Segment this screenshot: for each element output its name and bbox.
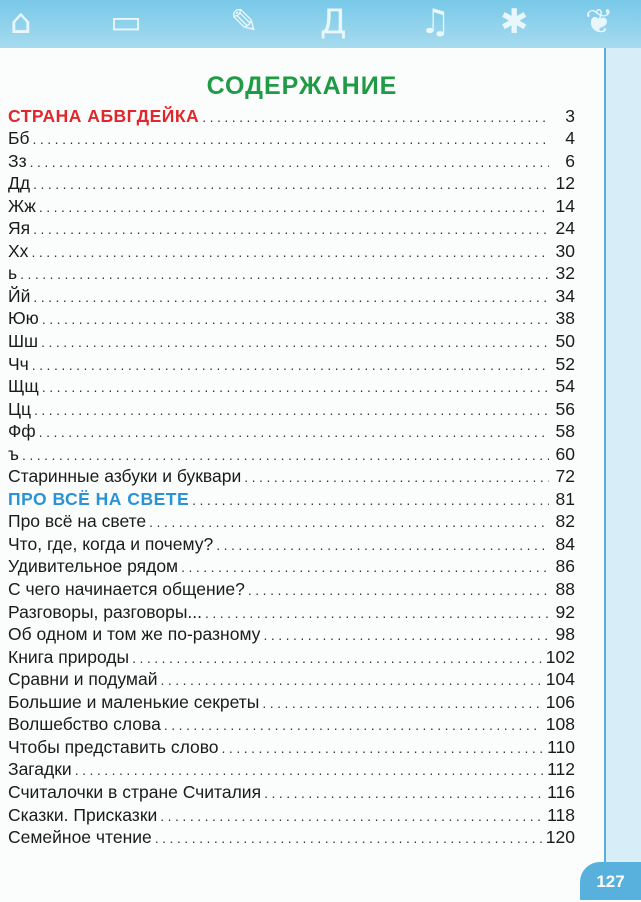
toc-dot-leader [244, 467, 549, 487]
toc-dot-leader [33, 174, 549, 194]
toc-dot-leader [32, 355, 549, 375]
toc-dot-leader [132, 648, 542, 668]
toc-page-number: 72 [555, 466, 575, 487]
toc-entry [8, 217, 575, 240]
toc-entry [8, 577, 575, 600]
toc-entry [8, 420, 575, 443]
toc-page-number: 86 [555, 556, 575, 577]
toc-page-number: 34 [555, 285, 575, 306]
toc-section [8, 487, 575, 510]
toc-entry-label: Загадки [8, 759, 72, 780]
toc-dot-leader [39, 197, 549, 217]
toc-page-number: 38 [555, 308, 575, 329]
page-frame [604, 48, 641, 900]
toc-dot-leader [160, 670, 541, 690]
toc-dot-leader [33, 287, 549, 307]
toc-entry-label: Бб [8, 128, 30, 149]
toc-dot-leader [39, 422, 549, 442]
toc-page-number: 108 [545, 714, 575, 735]
page-number: 127 [580, 862, 641, 900]
toc-page-number: 82 [555, 511, 575, 532]
toc-entry [8, 758, 575, 781]
toc-page-number: 52 [555, 353, 575, 374]
toc-entry-label: Старинные азбуки и буквари [8, 466, 242, 487]
toc-page-number: 4 [565, 128, 575, 149]
toc-page-number: 6 [565, 150, 575, 171]
toc-dot-leader [248, 580, 549, 600]
toc-entry [8, 623, 575, 646]
toc-entry-label: Сказки. Присказки [8, 804, 158, 825]
toc-entry-label: Юю [8, 308, 39, 329]
toc-entry [8, 510, 575, 533]
toc-entry-label: Йй [8, 285, 31, 306]
toc-dot-leader [164, 715, 542, 735]
toc-entry [8, 645, 575, 668]
toc-dot-leader [263, 625, 549, 645]
toc-entry-label: Считалочки в стране Считалия [8, 781, 262, 802]
toc-page-number: 30 [555, 240, 575, 261]
toc-page-number: 102 [545, 646, 575, 667]
toc-page-number: 58 [555, 421, 575, 442]
toc-entry-label: С чего начинается общение? [8, 579, 245, 600]
toc-section [8, 104, 575, 127]
toc-entry [8, 532, 575, 555]
table-of-contents [8, 104, 575, 848]
toc-entry [8, 442, 575, 465]
toc-entry-label: Цц [8, 398, 31, 419]
toc-entry [8, 780, 575, 803]
toc-entry-label: Чч [8, 353, 29, 374]
toc-page-number: 88 [555, 579, 575, 600]
pencil-icon: ✎ [230, 2, 259, 42]
toc-page-number: 110 [547, 736, 575, 757]
toc-page-number: 92 [555, 601, 575, 622]
toc-entry-label: Семейное чтение [8, 827, 152, 848]
toc-entry [8, 465, 575, 488]
toc-dot-leader [41, 332, 549, 352]
toc-entry [8, 194, 575, 217]
toc-dot-leader [222, 738, 544, 758]
toc-entry [8, 713, 575, 736]
toc-page-number: 116 [547, 781, 575, 802]
toc-dot-leader [181, 557, 549, 577]
toc-dot-leader [216, 535, 549, 555]
toc-entry [8, 803, 575, 826]
toc-entry-label: Об одном и том же по-разному [8, 624, 261, 645]
toc-dot-leader [34, 400, 549, 420]
toc-page-number: 54 [555, 376, 575, 397]
toc-entry-label: Фф [8, 421, 36, 442]
toc-page-number: 98 [555, 624, 575, 645]
toc-dot-leader [31, 242, 549, 262]
toc-entry [8, 690, 575, 713]
toc-entry-label: Разговоры, разговоры... [8, 601, 203, 622]
toc-dot-leader [149, 512, 549, 532]
toc-entry [8, 352, 575, 375]
toc-entry [8, 826, 575, 849]
toc-page-number: 84 [555, 533, 575, 554]
toc-entry-label: ь [8, 263, 18, 284]
toc-entry-label: Что, где, когда и почему? [8, 533, 214, 554]
toc-entry [8, 239, 575, 262]
toc-entry-label: Яя [8, 218, 31, 239]
toc-page-number: 112 [547, 759, 575, 780]
toc-dot-leader [155, 828, 542, 848]
toc-page-number: 32 [555, 263, 575, 284]
toc-entry-label: Книга природы [8, 646, 130, 667]
toc-page-number: 50 [555, 331, 575, 352]
toc-entry [8, 735, 575, 758]
toc-entry-label: Большие и маленькие секреты [8, 691, 260, 712]
school-icon: ⌂ [10, 2, 32, 42]
toc-page-number: 12 [555, 173, 575, 194]
toc-dot-leader [262, 693, 541, 713]
toc-entry [8, 172, 575, 195]
toc-entry [8, 284, 575, 307]
toc-page-number: 24 [555, 218, 575, 239]
toc-dot-leader [202, 107, 549, 127]
toc-page-number: 14 [555, 195, 575, 216]
toc-entry-label: Хх [8, 240, 29, 261]
toc-entry [8, 555, 575, 578]
bell-icon: ♫ [420, 2, 451, 42]
toc-entry [8, 127, 575, 150]
toc-page-number: 56 [555, 398, 575, 419]
letter-icon: Д [320, 2, 347, 42]
toc-entry [8, 600, 575, 623]
toc-dot-leader [264, 783, 543, 803]
toc-entry-label: Зз [8, 150, 27, 171]
toc-page-number: 81 [555, 488, 575, 509]
toc-entry-label: Жж [8, 195, 36, 216]
toc-entry-label: Удивительное рядом [8, 556, 179, 577]
toc-page-number: 60 [555, 443, 575, 464]
toc-page-number: 120 [545, 827, 575, 848]
toc-entry [8, 329, 575, 352]
toc-entry-label: Сравни и подумай [8, 669, 158, 690]
toc-dot-leader [205, 603, 549, 623]
toc-dot-leader [192, 490, 549, 510]
toc-dot-leader [75, 760, 543, 780]
toc-entry-label: ПРО ВСЁ НА СВЕТЕ [8, 488, 190, 509]
toc-entry [8, 307, 575, 330]
toc-dot-leader [33, 129, 549, 149]
header-banner [0, 0, 641, 48]
toc-entry-label: Щщ [8, 376, 39, 397]
toc-entry-label: Про всё на свете [8, 511, 147, 532]
toc-entry-label: Шш [8, 331, 39, 352]
leaf-icon: ❦ [585, 2, 614, 42]
toc-entry-label: Дд [8, 173, 31, 194]
toc-dot-leader [160, 806, 543, 826]
toc-dot-leader [20, 264, 549, 284]
toc-page-number: 104 [545, 669, 575, 690]
toc-entry [8, 397, 575, 420]
toc-entry [8, 262, 575, 285]
page-title: СОДЕРЖАНИЕ [206, 72, 398, 100]
toc-page-number: 118 [547, 804, 575, 825]
toc-page-number: 3 [565, 105, 575, 126]
toc-dot-leader [42, 377, 549, 397]
toc-page-number: 106 [545, 691, 575, 712]
toc-entry-label: ъ [8, 443, 19, 464]
toc-entry-label: Чтобы представить слово [8, 736, 219, 757]
toc-dot-leader [33, 219, 549, 239]
book-icon: ▭ [110, 2, 143, 42]
toc-entry-label: Волшебство слова [8, 714, 161, 735]
toc-entry [8, 149, 575, 172]
toc-dot-leader [42, 309, 549, 329]
toc-dot-leader [30, 152, 549, 172]
toc-entry-label: СТРАНА АБВГДЕЙКА [8, 105, 200, 126]
toc-entry [8, 668, 575, 691]
toc-entry [8, 375, 575, 398]
toc-dot-leader [22, 445, 549, 465]
star-icon: ✱ [500, 2, 529, 42]
